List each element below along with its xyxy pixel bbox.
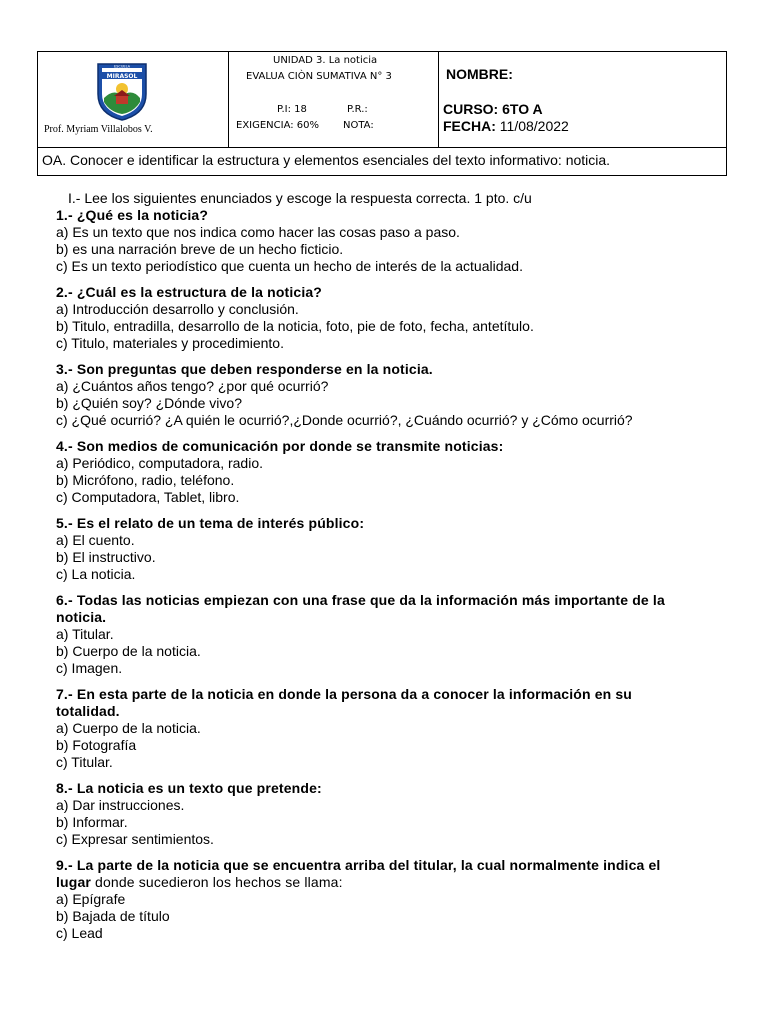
answer-option-c: c) Expresar sentimientos. (56, 831, 214, 847)
question-title-continued-bold: lugar (56, 874, 91, 890)
question-title-continued-bold: totalidad. (56, 703, 120, 719)
question-2 (56, 284, 726, 352)
answer-option-b: b) Informar. (56, 814, 128, 830)
question-title: 9.- La parte de la noticia que se encuentra arriba del titular, la cual normalmente indica el (56, 857, 661, 873)
answer-option-c: c) Titulo, materiales y procedimiento. (56, 335, 284, 351)
curso-label: CURSO: 6TO A (443, 101, 543, 117)
answer-option-a: a) Titular. (56, 626, 114, 642)
fecha-label: FECHA: (443, 118, 496, 134)
nombre-label: NOMBRE: (446, 66, 513, 82)
question-1 (56, 207, 726, 275)
answer-option-b: b) Bajada de título (56, 908, 170, 924)
evaluation-info-cell (229, 52, 439, 148)
question-5 (56, 515, 726, 583)
unit-title: UNIDAD 3. La noticia (273, 55, 378, 66)
question-list (56, 207, 726, 942)
question-3 (56, 361, 726, 429)
student-info-cell (439, 52, 726, 148)
question-title-continued (56, 703, 726, 720)
answer-option-c: c) Es un texto periodístico que cuenta un hecho de interés de la actualidad. (56, 258, 523, 274)
answer-option-b: b) Fotografía (56, 737, 137, 753)
answer-option-a: a) ¿Cuántos años tengo? ¿por qué ocurrió? (56, 378, 329, 394)
question-title: 7.- En esta parte de la noticia en donde la persona da a conocer la información en su (56, 686, 633, 702)
answer-option-c: c) Computadora, Tablet, libro. (56, 489, 240, 505)
question-title: 5.- Es el relato de un tema de interés público: (56, 515, 365, 531)
question-title-continued (56, 874, 726, 891)
question-title: 8.- La noticia es un texto que pretende: (56, 780, 322, 796)
question-title: 3.- Son preguntas que deben responderse en la noticia. (56, 361, 433, 377)
evaluation-title: EVALUA CIÒN SUMATIVA N° 3 (246, 71, 392, 82)
question-8 (56, 780, 726, 848)
exigencia-label: EXIGENCIA: 60% (236, 120, 320, 131)
question-title: 6.- Todas las noticias empiezan con una frase que da la información más importante de la (56, 592, 665, 608)
answer-option-b: b) es una narración breve de un hecho ficticio. (56, 241, 344, 257)
answer-option-b: b) Micrófono, radio, teléfono. (56, 472, 235, 488)
worksheet-body (56, 190, 726, 942)
answer-option-a: a) Cuerpo de la noticia. (56, 720, 201, 736)
instructions: I.- Lee los siguientes enunciados y escoge la respuesta correcta. 1 pto. c/u (68, 190, 532, 206)
fecha-row (443, 118, 569, 134)
nota-label: NOTA: (343, 120, 374, 131)
question-title: 4.- Son medios de comunicación por donde se transmite noticias: (56, 438, 504, 454)
question-4 (56, 438, 726, 506)
school-crest-logo (94, 58, 150, 122)
svg-text:ESCUELA: ESCUELA (113, 64, 131, 69)
answer-option-a: a) El cuento. (56, 532, 135, 548)
pi-label: P.I: 18 (277, 104, 307, 115)
answer-option-b: b) ¿Quién soy? ¿Dónde vivo? (56, 395, 242, 411)
answer-option-a: a) Introducción desarrollo y conclusión. (56, 301, 299, 317)
answer-option-c: c) ¿Qué ocurrió? ¿A quién le ocurrió?,¿Donde ocurrió?, ¿Cuándo ocurrió? y ¿Cómo ocurrió? (56, 412, 633, 428)
answer-option-b: b) Cuerpo de la noticia. (56, 643, 201, 659)
answer-option-a: a) Periódico, computadora, radio. (56, 455, 263, 471)
answer-option-a: a) Es un texto que nos indica como hacer las cosas paso a paso. (56, 224, 460, 240)
teacher-name: Prof. Myriam Villalobos V. (44, 124, 153, 135)
fecha-value: 11/08/2022 (499, 118, 569, 134)
logo-cell (38, 52, 229, 148)
question-title: 1.- ¿Qué es la noticia? (56, 207, 209, 223)
answer-option-c: c) Titular. (56, 754, 113, 770)
question-title-continued-plain: donde sucedieron los hechos se llama: (90, 874, 343, 890)
question-title-continued-bold: noticia. (56, 609, 107, 625)
svg-text:MIRASOL: MIRASOL (106, 73, 138, 80)
answer-option-a: a) Dar instrucciones. (56, 797, 185, 813)
answer-option-b: b) Titulo, entradilla, desarrollo de la noticia, foto, pie de foto, fecha, antetítulo. (56, 318, 534, 334)
pr-label: P.R.: (347, 104, 368, 115)
objective-text: OA. Conocer e identificar la estructura y elementos esenciales del texto informativo: noticia. (42, 152, 611, 168)
header-table (37, 51, 727, 176)
answer-option-a: a) Epígrafe (56, 891, 126, 907)
question-7 (56, 686, 726, 771)
answer-option-c: c) Lead (56, 925, 103, 941)
objective-cell (38, 148, 726, 175)
question-9 (56, 857, 726, 942)
answer-option-c: c) La noticia. (56, 566, 136, 582)
question-title-continued (56, 609, 726, 626)
answer-option-b: b) El instructivo. (56, 549, 156, 565)
question-title: 2.- ¿Cuál es la estructura de la noticia? (56, 284, 323, 300)
answer-option-c: c) Imagen. (56, 660, 123, 676)
question-6 (56, 592, 726, 677)
